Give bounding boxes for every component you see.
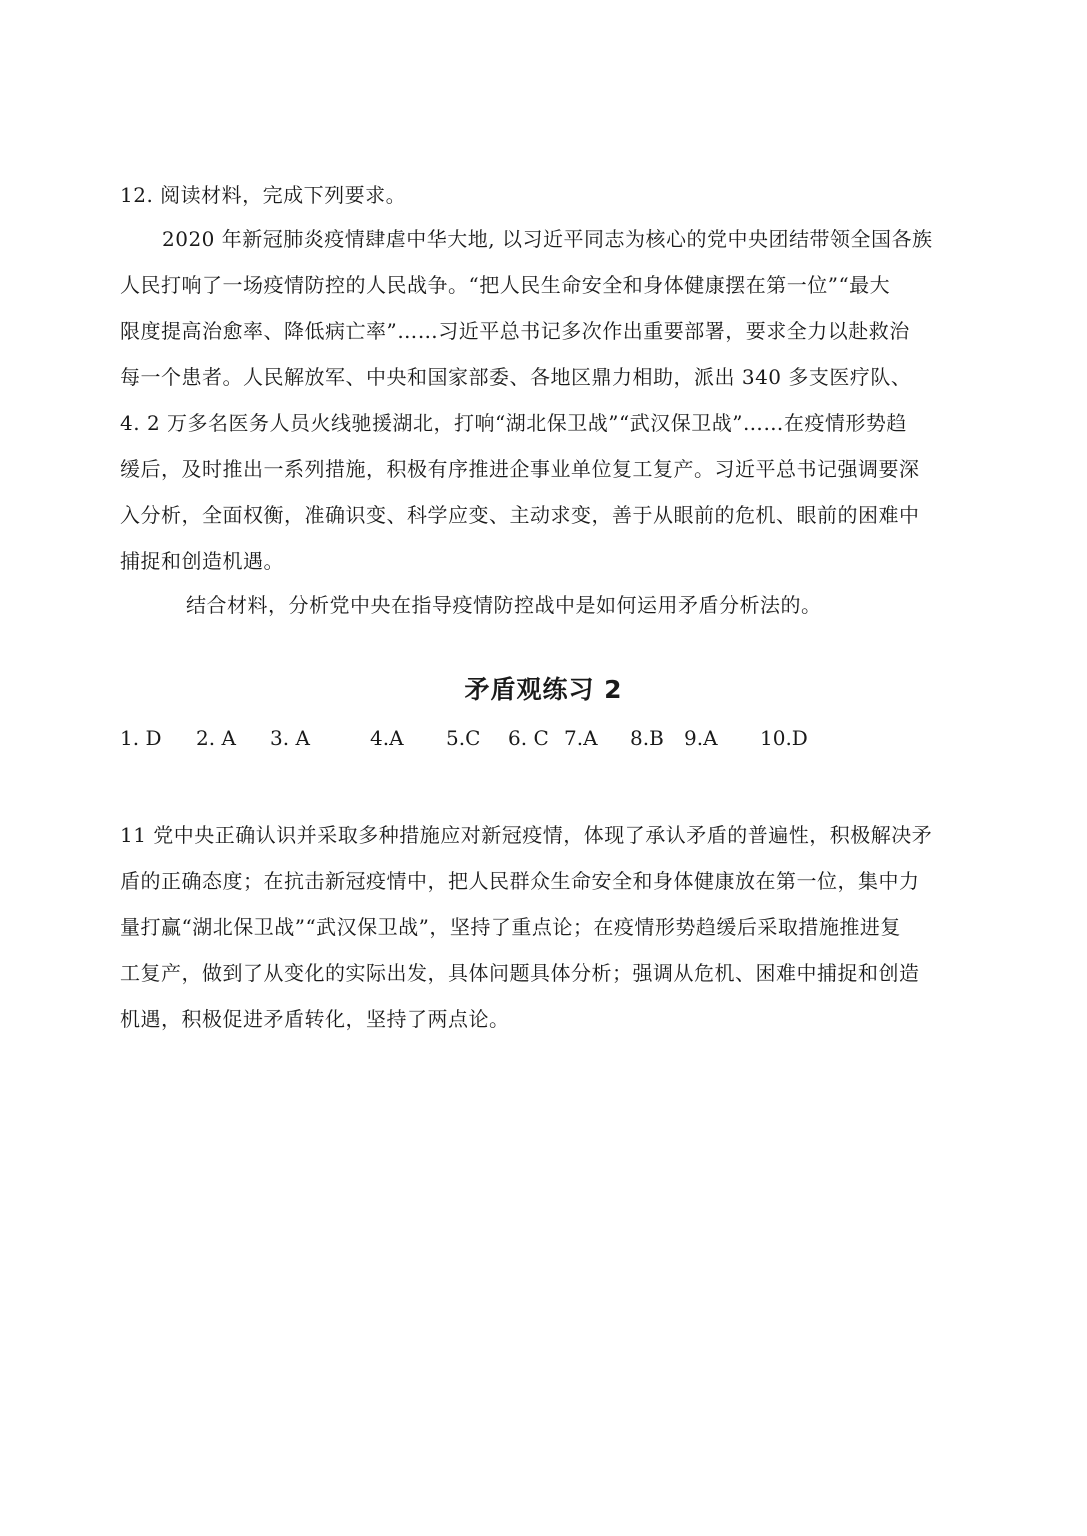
answer-11-line: 11 党中央正确认识并采取多种措施应对新冠疫情，体现了承认矛盾的普遍性，积极解决矛	[120, 823, 933, 847]
section-title: 矛盾观练习 2	[464, 675, 623, 704]
question-12-block	[120, 172, 970, 218]
material-line: 捕捉和创造机遇。	[120, 549, 284, 573]
choice-answer: 8.B	[630, 726, 664, 750]
choice-answer: 5.C	[446, 726, 481, 750]
choice-answer: 4.A	[370, 726, 404, 750]
material-line: 缓后，及时推出一系列措施，积极有序推进企事业单位复工复产。习近平总书记强调要深	[120, 457, 920, 481]
question-12-prompt-block	[120, 582, 970, 628]
answer-11-line: 工复产，做到了从变化的实际出发，具体问题具体分析；强调从危机、困难中捕捉和创造	[120, 961, 920, 985]
choice-answer: 2. A	[196, 726, 236, 750]
answer-11-line: 盾的正确态度；在抗击新冠疫情中，把人民群众生命安全和身体健康放在第一位，集中力	[120, 869, 920, 893]
material-line: 4. 2 万多名医务人员火线驰援湖北，打响“湖北保卫战”“武汉保卫战”……在疫情形势趋	[120, 411, 907, 435]
material-line: 2020 年新冠肺炎疫情肆虐中华大地, 以习近平同志为核心的党中央团结带领全国各族	[162, 227, 933, 251]
choice-answer: 10.D	[760, 726, 808, 750]
question-12-title: 12. 阅读材料，完成下列要求。	[120, 183, 407, 207]
material-line: 入分析，全面权衡，准确识变、科学应变、主动求变，善于从眼前的危机、眼前的困难中	[120, 503, 920, 527]
material-line: 限度提高治愈率、降低病亡率”……习近平总书记多次作出重要部署，要求全力以赴救治	[120, 319, 910, 343]
question-12-prompt: 结合材料，分析党中央在指导疫情防控战中是如何运用矛盾分析法的。	[186, 593, 822, 617]
choice-answers-row	[120, 718, 970, 758]
choice-answer: 7.A	[564, 726, 598, 750]
answer-11-line: 机遇，积极促进矛盾转化，坚持了两点论。	[120, 1007, 510, 1031]
choice-answer: 9.A	[684, 726, 718, 750]
question-12-material	[120, 216, 970, 584]
choice-answer: 6. C	[508, 726, 549, 750]
answer-11-block	[120, 812, 970, 1042]
choice-answer: 1. D	[120, 726, 162, 750]
choice-answer: 3. A	[270, 726, 310, 750]
material-line: 人民打响了一场疫情防控的人民战争。“把人民生命安全和身体健康摆在第一位”“最大	[120, 273, 891, 297]
material-line: 每一个患者。人民解放军、中央和国家部委、各地区鼎力相助，派出 340 多支医疗队、	[120, 365, 912, 389]
answer-11-line: 量打赢“湖北保卫战”“武汉保卫战”，坚持了重点论；在疫情形势趋缓后采取措施推进复	[120, 915, 901, 939]
